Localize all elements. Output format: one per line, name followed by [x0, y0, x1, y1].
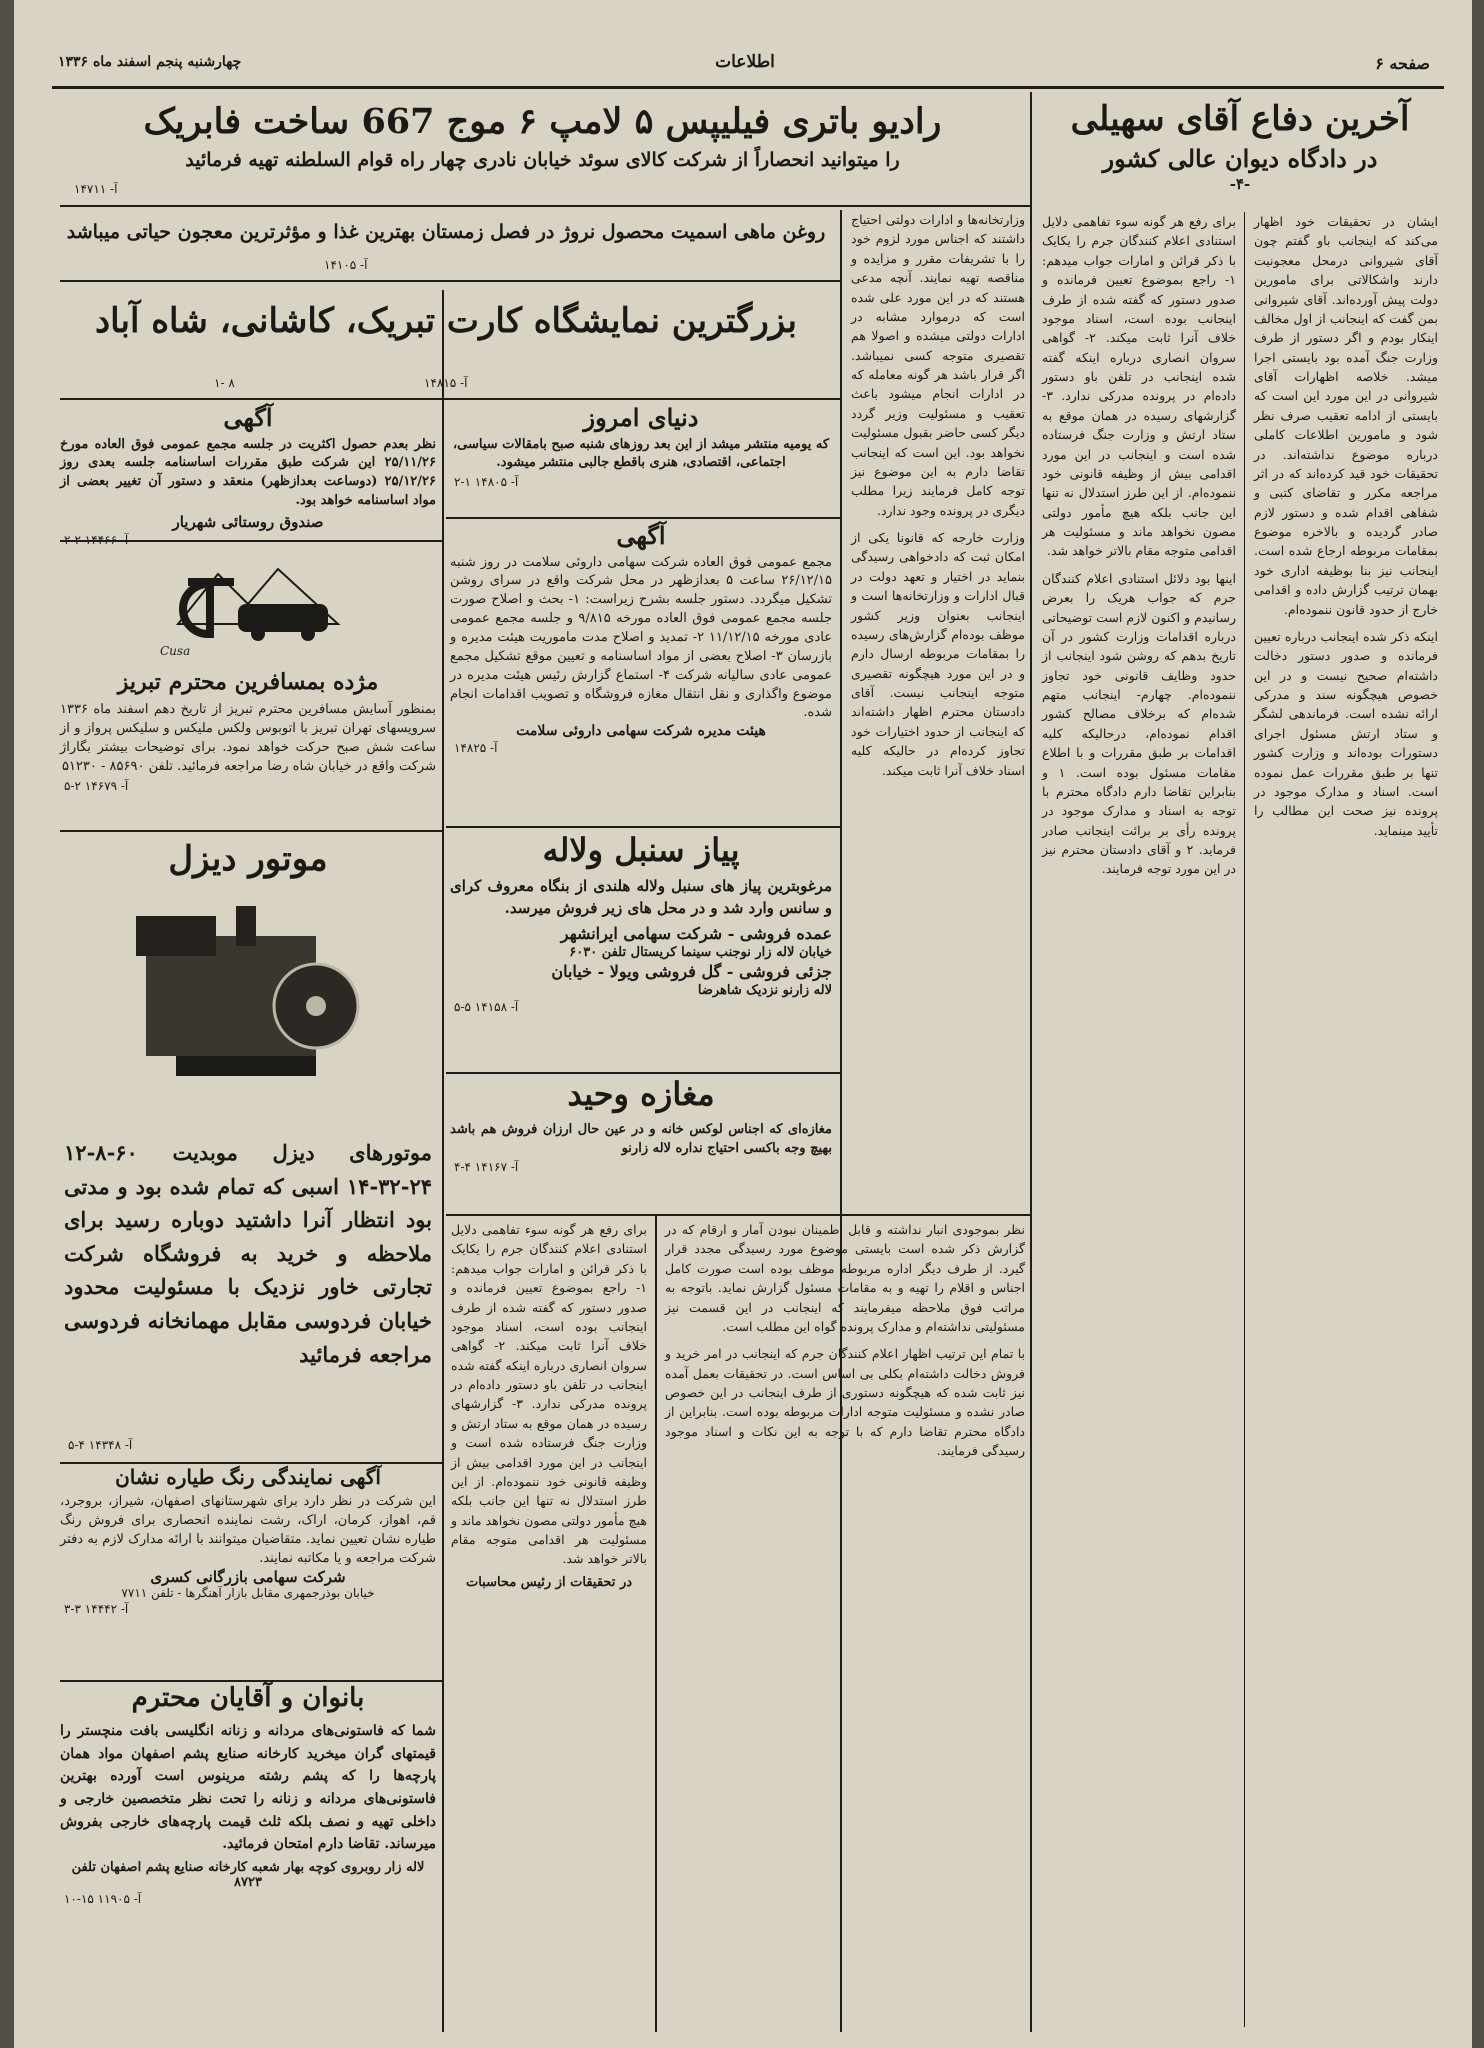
- article-column-3: [848, 210, 1028, 1210]
- rule-fishoil: [60, 280, 840, 282]
- salamat-notice-title: آگهی: [616, 521, 666, 550]
- plane-paint-ad-text: این شرکت در نظر دارد برای شهرستانهای اصفهان، شیراز، بروجرد، قم، اهواز، کرمان، اراک، رشت نماینده انحصاری برای فروش رنگ طیاره نشان تعیین نماید. متقاضیان میتوانند با ارائه مدارک لازم به دفتر شرکت مراجعه و یا مکاتبه نمایند.: [60, 1494, 436, 1566]
- column-rule-3: [442, 290, 444, 2032]
- donya-ad-ref: آ- ۱۴۸۰۵ ۱-۲: [454, 475, 519, 490]
- page-number: صفحه ۶: [1375, 54, 1430, 73]
- rule-radio: [60, 205, 1030, 207]
- article-part: -۴-: [1229, 174, 1251, 193]
- salamat-notice-sign: هیئت مدیره شرکت سهامی داروئی سلامت: [516, 723, 766, 740]
- rule-diesel: [60, 1462, 442, 1464]
- fishoil-ad: [60, 212, 832, 276]
- hyacinth-ad-title: پیاز سنبل ولاله: [542, 831, 740, 869]
- hyacinth-ad-line4: لاله زارنو نزدیک شاهرضا: [697, 982, 832, 998]
- wool-factory-ad-text: شما که فاستونی‌های مردانه و زنانه انگلیسی بافت منچستر را قیمتهای گران میخرید کارخانه صنایع پشم اصفهان مواد همان پارچه‌ها را که پشم رشته مرینوس است آورده بهترین فاستونی‌های مردانه و زنانه را تحت نظر متخصصین خارجی و داخلی تهیه و نصف بلکه ثلث قیمت پارچه‌های خارجی بفروش میرساند. تقاضا دارم امتحان فرمائید.: [60, 1722, 436, 1853]
- col3-text-d: با تمام این ترتیب اظهار اعلام کنندگان جرم که اینجانب در امر خرید و فروش دخالت داشته‌ام بکلی بی اساس است. در تحقیقات بعمل آمده نیز ثابت شده که هیچگونه دستوری از طرف اینجانب در این خصوص صادر نشده و مسئولیت متوجه ادارات مربوطه بوده است. بنابراین از دادگاه محترم تقاضا دارم که با توجه به این نکات و اسناد موجود رسیدگی فرمایند.: [665, 1346, 1025, 1459]
- rule-vahid: [446, 1214, 1030, 1216]
- diesel-ad-text: موتورهای دیزل موبدیت ۶۰-۸-۱۲ ۲۴-۳۲-۱۴ اسبی که تمام شده بود و مدتی بود انتظار آنرا داشتید دوباره رسید برای ملاحظه و خرید به فروشگاه شرکت تجارتی خاور نزدیک با مسئولیت محدود خیابان فردوسی مقابل مهمانخانه فردوسی مراجعه فرمائید: [64, 1140, 432, 1367]
- radio-ad: [60, 96, 1025, 200]
- carpet-ad-ref-left: ۱- ۸: [214, 376, 235, 390]
- shahriar-notice-text: نظر بعدم حصول اکثریت در جلسه مجمع عمومی فوق العاده مورخ ۲۵/۱۱/۲۶ این شرکت طبق مقررات اساسنامه جلسه بعدی روز ۲۵/۱۲/۲۶ (دوساعت بعدازظهر) منعقد و دستور آن تغییر بعضی از مواد اساسنامه خواهد بود.: [60, 436, 436, 509]
- plane-paint-ad-address: خیابان بوذرجمهری مقابل بازار آهنگرها - تلفن ۷۷۱۱: [121, 1586, 375, 1601]
- hyacinth-ad-line1: عمده فروشی - شرکت سهامی ایرانشهر: [560, 923, 832, 943]
- article-col2-text-b: اینها بود دلائل استنادی اعلام کنندگان جرم که جواب هریک را بعرض رسانیدم و اکنون لازم است توضیحاتی درباره اقدامات وزارت کشور در آن تاریخ بدهم که روشن شود اینجانب از حدود وظایف قانونی خود تجاوز ننموده‌ام. چهارم- اینجانب متهم شده‌ام که برخلاف مصالح کشور اقدام نموده‌ام، درحالیکه کلیه اقدامات بر طبق مقررات و با اطلاع مقامات مسئول بوده است. ۱ و بنابراین تقاضا دارم دادگاه محترم با توجه به اسناد و مدارک موجود در پرونده رأی بر برائت اینجانب صادر فرماید. ۲ و آقای دادستان محترم نیز در این مورد توجه فرمایند.: [1042, 570, 1236, 877]
- hyacinth-ad: [450, 832, 832, 1068]
- tabriz-ad-text: بمنظور آسایش مسافرین محترم تبریز از تاریخ دهم اسفند ماه ۱۳۳۶ سرویسهای تهران تبریز با اتوبوس ولکس ملیکس و سلیکس پرواز و از ساعت شش صبح حرکت خواهد نمود. برای توضیحات بیشتر بگاراژ شرکت واقع در خیابان شاه رضا مراجعه فرمائید. تلفن ۸۵۶۹۰ - ۵۱۲۳۰: [60, 702, 436, 774]
- vahid-ad-ref: آ- ۱۴۱۶۷ ۴-۴: [454, 1160, 519, 1175]
- rule-salamat: [446, 826, 840, 828]
- article-column-5: [448, 1220, 650, 2026]
- fishoil-ad-text: روغن ماهی اسمیت محصول نروژ در فصل زمستان بهترین غذا و مؤثرترین معجون حیاتی میباشد: [66, 221, 826, 243]
- hyacinth-ad-ref: آ- ۱۴۱۵۸ ۵-۵: [454, 999, 519, 1014]
- donya-ad-title: دنیای امروز: [583, 403, 699, 432]
- diesel-engine-icon: [116, 896, 376, 1096]
- article-header: [1040, 96, 1440, 206]
- tabriz-ad: [60, 548, 436, 828]
- fishoil-ad-ref: آ- ۱۴۱۰۵: [324, 258, 368, 272]
- carpet-ad: [60, 284, 832, 394]
- column-rule-4: [655, 1215, 657, 2032]
- article-column-2: [1038, 212, 1240, 2027]
- plane-paint-ad: [60, 1466, 436, 1676]
- header-rule: [52, 86, 1444, 89]
- article-col1-text: ایشان در تحقیقات خود اظهار می‌کند که اینجانب باو گفتم چون آقای شیروانی درمحل معجونیت دارند واشکالاتی برای مامورین دولت پیش آورده‌اند. آقای شیروانی بمن گفت که اینجانب از اول مخالف اینکار بودم و اگر دستور از طرف وزارت جنگ آمده بود بایستی اجرا میشد. خلاصه اظهارات آقای شیروانی در این مورد این است که بایستی از ادامه تعقیب صرف نظر شود و مامورین اطلاعات کاملی درباره موضوع نداشته‌اند. در تحقیقات خود قید کرده‌اند که در اثر مراجعه مکرر و تقاضای کتبی و شفاهی اقدام شده و دستور لازم صادر گردیده و بالاخره موضوع بمقامات مربوطه ارجاع شده است. اینجانب نیز بنا بوظیفه اداری خود بهمان ترتیب گزارش داده و اقدامی خارج از حدود قانون ننموده‌ام.: [1254, 214, 1438, 617]
- rule-tabriz: [60, 830, 442, 832]
- shahriar-notice: [60, 404, 436, 534]
- rule-carpet: [60, 398, 840, 400]
- salamat-notice: [450, 522, 832, 822]
- wool-factory-ad-title: بانوان و آقایان محترم: [131, 1683, 365, 1713]
- rule-donya: [446, 517, 840, 519]
- plane-paint-ad-ref: آ- ۱۴۴۴۲ ۳-۳: [64, 1602, 129, 1617]
- article-subtitle: در دادگاه دیوان عالی کشور: [1102, 144, 1378, 174]
- shahriar-notice-title: آگهی: [223, 403, 273, 432]
- wool-factory-ad-address: لاله زار روبروی کوچه بهار شعبه کارخانه صنایع پشم اصفهان تلفن ۸۷۲۳: [71, 1859, 425, 1890]
- diesel-ad: [60, 836, 436, 1456]
- bus-logo-text: Cusa: [160, 644, 191, 658]
- salamat-notice-ref: آ- ۱۴۸۲۵: [454, 741, 498, 756]
- col5-text-b: برای رفع هر گونه سوء تفاهمی دلایل استنادی اعلام کنندگان جرم را یکایک با ذکر قرائن و امارات جواب میدهم: ۱- راجع بموضوع تعیین فرمانده و صدور دستور که گفته شده از طرف اینجانب بوده است، اسناد موجود خلاف آنرا ثابت میکند. ۲- گواهی سروان انصاری درباره اینکه گفته شده اینجانب در تلفن باو دستور داده‌ام در پرونده مدرکی ندارد. ۳- گزارشهای رسیده در همان موقع به ستاد ارتش و وزارت جنگ فرستاده شده است و اینجانب در این مورد اقدامی بیش از وظیفه قانونی خود ننموده‌ام. از این طرز استدلال نه تنها این جانب بلکه هیچ مأمور دولتی مصون نخواهد ماند و مسئولیت هر اقدامی متوجه مقام بالاتر خواهد شد.: [451, 1222, 647, 1567]
- column-rule-1: [1030, 92, 1032, 2032]
- scan-edge-left: [0, 0, 14, 2048]
- col5-end: در تحقیقات از رئیس محاسبات: [465, 1574, 633, 1590]
- hyacinth-ad-text: مرغوبترین پیاز های سنبل ولاله هلندی از بنگاه معروف کرای و سانس وارد شد و در محل های زیر فروش میرسد.: [450, 876, 832, 918]
- col3-text-a: وزارتخانه‌ها و ادارات دولتی احتیاج داشتند که اجناس مورد لزوم خود را با تشریفات مقرر و مزایده و مناقصه تهیه نمایند. آنچه مدعی هستند که در این مورد علی شده است که درموارد مشابه در ادارات دولتی میشده و اصولا هم تقصیری متوجه کسی نمیباشد. اگر قرار باشد هر گونه معامله که در ادارات انجام میشود باعث تعقیب و مسئولیت وزیر گردد دیگر کسی حاضر بقبول مسئولیت نخواهد بود. این است که اینجانب تقاضا دارم به این موضوع نیز توجه کامل فرمایند زیرا مطلب دیگری در پرونده وجود ندارد.: [851, 212, 1025, 518]
- tabriz-ad-ref: آ- ۱۴۶۷۹ ۲-۵: [64, 778, 129, 793]
- shahriar-notice-sign: صندوق روستائی شهریار: [172, 512, 324, 531]
- carpet-ad-headline: بزرگترین نمایشگاه کارت تبریک، کاشانی، شاه آباد: [95, 301, 797, 341]
- newspaper-name: اطلاعات: [715, 52, 775, 72]
- scan-edge-right: [1472, 0, 1484, 2048]
- rule-shahriar: [60, 540, 442, 542]
- issue-date: چهارشنبه پنجم اسفند ماه ۱۳۳۶: [58, 54, 242, 70]
- rule-hyacinth: [446, 1072, 840, 1074]
- wool-factory-ad: [60, 1684, 436, 2024]
- vahid-ad-text: مغازه‌ای که اجناس لوکس خانه و در عین حال ارزان فروش هم باشد بهیچ وجه باکسی احتیاج نداره لاله زارنو: [450, 1121, 832, 1156]
- salamat-notice-text: مجمع عمومی فوق العاده شرکت سهامی داروئی سلامت در روز شنبه ۲۶/۱۲/۱۵ ساعت ۵ بعدازظهر در محل شرکت واقع در سرای روشن تشکیل میگردد. دستور جلسه بشرح زیراست: ۱- بحث و اصلاح صورت جلسه مجمع عمومی فوق العاده مورخه ۹/۸۱۵ و جلسه مجمع عمومی عادی مورخه ۱۱/۱۲/۱۵ ۲- تمدید و اصلاح مدت ماموریت هیئت مدیره و بازرسان ۳- اصلاح بعضی از مواد اساسنامه و تعیین موقع تشکیل مجمع عمومی عادی سالیانه شرکت ۴- استماع گزارش رئیس هیئت مدیره در موضوع واگذاری و نقل انتقال مغازه فروشگاه و تصویب اقدامات انجام شده.: [450, 554, 832, 721]
- radio-ad-headline: رادیو باتری فیلیپس ۵ لامپ ۶ موج 667 ساخت فابریک: [143, 101, 942, 142]
- radio-ad-ref: آ- ۱۴۷۱۱: [74, 182, 118, 196]
- rule-plane: [60, 1680, 442, 1682]
- hyacinth-ad-line2: خیابان لاله زار نوجنب سینما کریستال تلفن ۶۰۳۰: [569, 944, 832, 960]
- carpet-ad-ref-right: آ- ۱۴۸۱۵: [424, 376, 468, 390]
- article-column-1: [1250, 212, 1442, 2027]
- diesel-ad-ref: آ- ۱۴۳۴۸ ۴-۵: [68, 1438, 133, 1452]
- diesel-ad-title: موتور دیزل: [168, 839, 328, 879]
- donya-ad-text: که یومیه منتشر میشد از این بعد روزهای شنبه صبح بامقالات سیاسی، اجتماعی، اقتصادی، هنری باقطع جالبی منتشر میشود.: [452, 436, 830, 471]
- wool-factory-ad-ref: آ- ۱۱۹۰۵ ۱۵-۱۰: [64, 1891, 142, 1906]
- article-column-4: [662, 1220, 1028, 2026]
- tabriz-ad-title: مژده بمسافرین محترم تبریز: [117, 669, 379, 695]
- article-inner-rule: [1244, 212, 1245, 2027]
- plane-paint-ad-title: آگهی نمایندگی رنگ طیاره نشان: [115, 1465, 381, 1489]
- hyacinth-ad-line3: جزئی فروشی - گل فروشی ویولا - خیابان: [551, 961, 832, 981]
- radio-ad-line2: را میتوانید انحصاراً از شرکت کالای سوئد خیابان نادری چهار راه قوام السلطنه تهیه فرمائید: [185, 149, 900, 172]
- vahid-ad: [450, 1076, 832, 1212]
- col3-text-c: نظر بموجودی انبار نداشته و قابل اطمینان نبودن آمار و ارقام که در گزارش ذکر شده است بایستی موضوع مورد رسیدگی مجدد قرار گیرد. از طرف دیگر اداره مربوطه موظف بوده است صورت کامل اجناس و اقلام را تهیه و به مقامات مسئول گزارش نماید. باتوجه به مراتب فوق ملاحظه میفرمایند که اینجانب در این قسمت نیز مسئولیتی نداشته‌ام و مدارک پرونده گواه این مطلب است.: [665, 1222, 1025, 1334]
- page-header: [40, 48, 1450, 78]
- article-title: آخرین دفاع آقای سهیلی: [1070, 99, 1410, 139]
- plane-paint-ad-sign: شرکت سهامی بازرگانی کسری: [150, 1568, 346, 1587]
- article-col1-text-b: اینکه ذکر شده اینجانب درباره تعیین فرمانده و صدور دستور دخالت داشته‌ام صحیح نیست و در این خصوص هیچگونه سند و مدرکی ارائه نشده است. فرماندهی لشگر و ستاد ارتش مسئول اجرای دستورات بوده‌اند و وزارت کشور تنها بر طبق مقررات عمل نموده است. اسناد و مدارک موجود در پرونده نیز صحت این مطالب را تأیید مینماید.: [1254, 628, 1438, 838]
- col3-text-b: وزارت خارجه که قانونا یکی از امکان ثبت که دادخواهی رسیدگی بنماید در اختیار و تعهد دولت در قبال ادارات و وزارتخانه‌ها است و اینجانب بعنوان وزیر کشور موظف بوده‌ام گزارش‌های رسیده را بمقامات مربوطه ارسال دارم و در این مورد هیچگونه تقصیری متوجه اینجانب نیست. آقای دادستان محترم اظهار داشته‌اند که اینجانب از حدود اختیارات خود تجاوز کرده‌ام در حالیکه کلیه اسناد خلاف آنرا ثابت میکند.: [851, 530, 1025, 778]
- donya-ad: [450, 402, 832, 514]
- vahid-ad-title: مغازه وحید: [567, 1075, 715, 1113]
- article-col2-text: برای رفع هر گونه سوء تفاهمی دلایل استنادی اعلام کنندگان جرم را یکایک با ذکر قرائن و امارات جواب میدهم: ۱- راجع بموضوع تعیین فرمانده و صدور دستور که گفته شده از طرف اینجانب بوده است، اسناد موجود خلاف آنرا ثابت میکند. ۲- گواهی سروان انصاری درباره اینکه گفته شده اینجانب در تلفن باو دستور داده‌ام در پرونده مدرکی ندارد. ۳- گزارشهای رسیده در همان موقع به ستاد ارتش و وزارت جنگ فرستاده شده است و اینجانب در این مورد اقدامی بیش از وظیفه قانونی خود ننموده‌ام. از این طرز استدلال نه تنها این جانب بلکه هیچ مأمور دولتی مصون نخواهد ماند و مسئولیت هر اقدامی متوجه مقام بالاتر خواهد شد.: [1042, 214, 1237, 559]
